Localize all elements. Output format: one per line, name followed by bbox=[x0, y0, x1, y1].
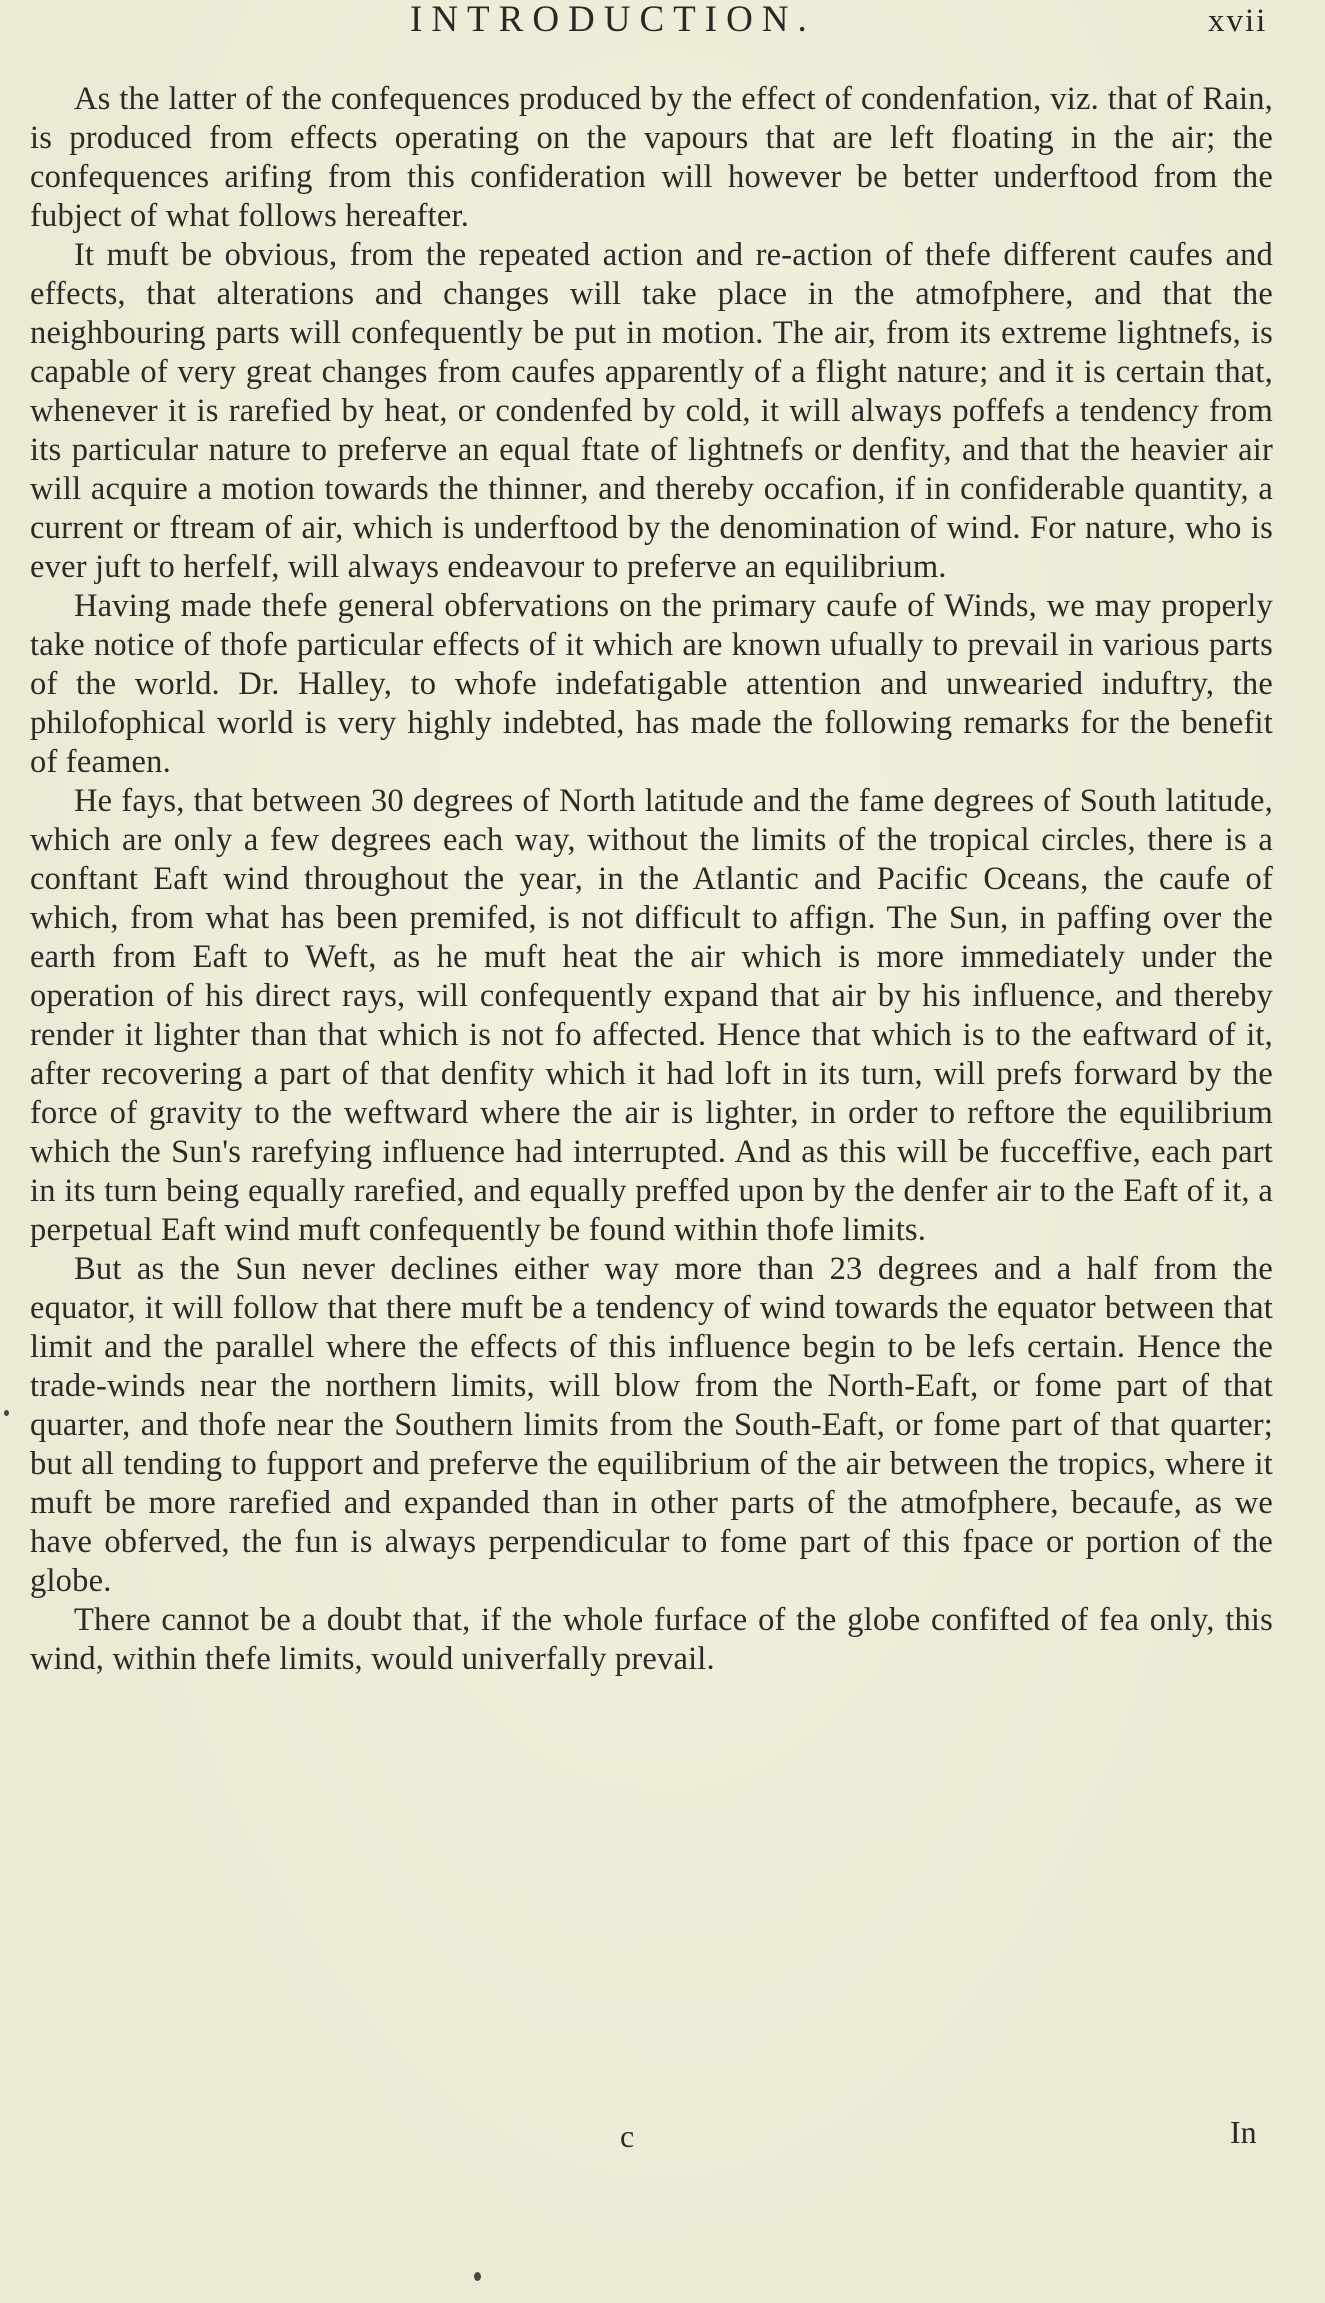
signature-mark: c bbox=[620, 2118, 635, 2154]
paragraph: It muft be obvious, from the repeated action and re-action of thefe different caufes and effects, that alterations and changes will take place in the atmofphere, and that the neighbouring parts will confequently be put in motion. The air, from its extreme lightnefs, is capable of very great changes from caufes apparently of a flight nature; and it is certain that, whenever it is rarefied by heat, or condenfed by cold, it will always poffefs a tendency from its particular nature to preferve an equal ftate of lightnefs or denfity, and that the heavier air will acquire a motion towards the thinner, and thereby occafion, if in confiderable quantity, a current or ftream of air, which is underftood by the denomination of wind. For nature, who is ever juft to herfelf, will always endeavour to preferve an equilibrium. bbox=[30, 237, 1273, 585]
ink-speck bbox=[474, 2272, 481, 2281]
body-text bbox=[30, 80, 1273, 1679]
page-footer bbox=[0, 2116, 1325, 2166]
catchword: In bbox=[1230, 2114, 1257, 2150]
paragraph: But as the Sun never declines either way more than 23 degrees and a half from the equator, it will follow that there muft be a tendency of wind towards the equator between that limit and the parallel where the effects of this influence begin to be lefs certain. Hence the trade-winds near the northern limits, will blow from the North-Eaft, or fome part of that quarter, and thofe near the Southern limits from the South-Eaft, or fome part of that quarter; but all tending to fupport and preferve the equilibrium of the air between the tropics, where it muft be more rarefied and expanded than in other parts of the atmofphere, becaufe, as we have obferved, the fun is always perpendicular to fome part of this fpace or portion of the globe. bbox=[30, 1251, 1273, 1599]
page-number: xvii bbox=[1208, 3, 1268, 39]
paragraph: As the latter of the confequences produced by the effect of condenfation, viz. that of Rain, is produced from effects operating on the vapours that are left floating in the air; the confequences arifing from this confideration will however be better underftood from the fubject of what follows hereafter. bbox=[30, 81, 1273, 234]
ink-speck bbox=[4, 1410, 9, 1416]
page-title: INTRODUCTION. bbox=[410, 0, 816, 40]
running-head bbox=[0, 0, 1325, 40]
paragraph: Having made thefe general obfervations on the primary caufe of Winds, we may properly take notice of thofe particular effects of it which are known ufually to prevail in various parts of the world. Dr. Halley, to whofe indefatigable attention and unwearied induftry, the philofophical world is very highly indebted, has made the following remarks for the benefit of feamen. bbox=[30, 588, 1273, 780]
paragraph: There cannot be a doubt that, if the whole furface of the globe confifted of fea only, this wind, within thefe limits, would univerfally prevail. bbox=[30, 1602, 1273, 1677]
paragraph: He fays, that between 30 degrees of North latitude and the fame degrees of South latitude, which are only a few degrees each way, without the limits of the tropical circles, there is a conftant Eaft wind throughout the year, in the Atlantic and Pacific Oceans, the caufe of which, from what has been premifed, is not difficult to affign. The Sun, in paffing over the earth from Eaft to Weft, as he muft heat the air which is more immediately under the operation of his direct rays, will confequently expand that air by his influence, and thereby render it lighter than that which is not fo affected. Hence that which is to the eaftward of it, after recovering a part of that denfity which it had loft in its turn, will prefs forward by the force of gravity to the weftward where the air is lighter, in order to reftore the equilibrium which the Sun's rarefying influence had interrupted. And as this will be fucceffive, each part in its turn being equally rarefied, and equally preffed upon by the denfer air to the Eaft of it, a perpetual Eaft wind muft confequently be found within thofe limits. bbox=[30, 783, 1273, 1248]
